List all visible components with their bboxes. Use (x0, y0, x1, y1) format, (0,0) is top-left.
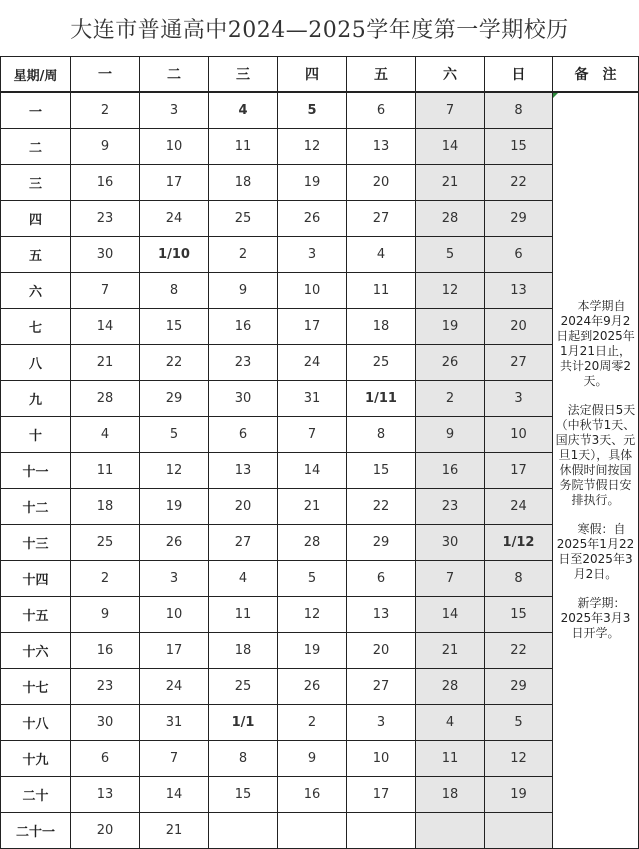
date-cell: 12 (278, 596, 347, 632)
date-cell: 10 (347, 740, 416, 776)
date-cell: 7 (278, 416, 347, 452)
date-cell: 7 (416, 92, 485, 128)
date-cell: 27 (485, 344, 553, 380)
header-day-wed: 三 (209, 57, 278, 93)
date-cell: 1/11 (347, 380, 416, 416)
date-cell: 11 (209, 596, 278, 632)
table-row (1, 776, 639, 812)
date-cell: 3 (347, 704, 416, 740)
date-cell: 26 (140, 524, 209, 560)
week-number: 十五 (1, 596, 71, 632)
date-cell: 18 (209, 632, 278, 668)
date-cell: 6 (347, 560, 416, 596)
date-cell: 16 (71, 632, 140, 668)
date-cell: 4 (71, 416, 140, 452)
date-cell: 21 (71, 344, 140, 380)
note-paragraph: 本学期自2024年9月2日起到2025年1月21日止，共计20周零2天。 (556, 299, 635, 389)
date-cell: 28 (416, 668, 485, 704)
date-cell: 17 (278, 308, 347, 344)
date-cell: 27 (209, 524, 278, 560)
date-cell: 9 (209, 272, 278, 308)
date-cell (485, 812, 553, 848)
date-cell: 18 (416, 776, 485, 812)
header-day-sat: 六 (416, 57, 485, 93)
date-cell: 9 (71, 128, 140, 164)
date-cell: 8 (485, 560, 553, 596)
date-cell: 15 (140, 308, 209, 344)
date-cell: 15 (485, 596, 553, 632)
week-number: 十 (1, 416, 71, 452)
date-cell: 22 (140, 344, 209, 380)
table-row (1, 596, 639, 632)
date-cell: 17 (485, 452, 553, 488)
date-cell: 8 (485, 92, 553, 128)
date-cell: 21 (140, 812, 209, 848)
date-cell: 6 (485, 236, 553, 272)
table-row (1, 200, 639, 236)
table-row (1, 344, 639, 380)
week-number: 二十一 (1, 812, 71, 848)
date-cell: 26 (278, 200, 347, 236)
date-cell: 28 (71, 380, 140, 416)
date-cell: 10 (485, 416, 553, 452)
week-number: 二十 (1, 776, 71, 812)
date-cell: 3 (140, 92, 209, 128)
date-cell: 20 (347, 632, 416, 668)
table-row (1, 416, 639, 452)
date-cell: 21 (278, 488, 347, 524)
date-cell: 2 (278, 704, 347, 740)
date-cell: 20 (347, 164, 416, 200)
date-cell: 10 (278, 272, 347, 308)
date-cell: 28 (278, 524, 347, 560)
date-cell: 16 (278, 776, 347, 812)
date-cell: 11 (71, 452, 140, 488)
date-cell: 10 (140, 596, 209, 632)
date-cell: 19 (140, 488, 209, 524)
date-cell: 7 (140, 740, 209, 776)
date-cell: 30 (71, 704, 140, 740)
note-paragraph: 寒假：自2025年1月22日至2025年3月2日。 (556, 522, 635, 582)
date-cell: 10 (140, 128, 209, 164)
date-cell (278, 812, 347, 848)
date-cell: 30 (71, 236, 140, 272)
date-cell: 8 (347, 416, 416, 452)
date-cell: 29 (485, 668, 553, 704)
date-cell: 15 (485, 128, 553, 164)
date-cell: 5 (278, 560, 347, 596)
table-row (1, 92, 639, 128)
date-cell: 17 (347, 776, 416, 812)
notes-cell (553, 92, 639, 848)
date-cell: 3 (278, 236, 347, 272)
header-day-fri: 五 (347, 57, 416, 93)
table-row (1, 164, 639, 200)
header-notes: 备 注 (553, 57, 639, 93)
date-cell: 9 (278, 740, 347, 776)
date-cell: 18 (71, 488, 140, 524)
date-cell: 14 (140, 776, 209, 812)
table-row (1, 380, 639, 416)
date-cell: 21 (416, 632, 485, 668)
date-cell: 6 (71, 740, 140, 776)
date-cell: 5 (278, 92, 347, 128)
date-cell: 7 (71, 272, 140, 308)
date-cell: 11 (347, 272, 416, 308)
date-cell: 7 (416, 560, 485, 596)
date-cell: 14 (71, 308, 140, 344)
week-number: 九 (1, 380, 71, 416)
table-row (1, 704, 639, 740)
table-row (1, 308, 639, 344)
date-cell: 25 (209, 668, 278, 704)
date-cell: 24 (140, 200, 209, 236)
date-cell: 27 (347, 668, 416, 704)
date-cell: 15 (209, 776, 278, 812)
date-cell: 3 (485, 380, 553, 416)
date-cell: 9 (416, 416, 485, 452)
date-cell: 16 (209, 308, 278, 344)
calendar-title: 大连市普通高中2024—2025学年度第一学期校历 (70, 17, 569, 43)
header-row (1, 57, 639, 93)
date-cell: 6 (209, 416, 278, 452)
date-cell: 17 (140, 632, 209, 668)
week-number: 十二 (1, 488, 71, 524)
table-row (1, 272, 639, 308)
date-cell: 13 (347, 128, 416, 164)
week-number: 十一 (1, 452, 71, 488)
week-number: 五 (1, 236, 71, 272)
week-number: 十三 (1, 524, 71, 560)
date-cell: 13 (485, 272, 553, 308)
date-cell: 24 (278, 344, 347, 380)
date-cell: 11 (209, 128, 278, 164)
date-cell: 5 (416, 236, 485, 272)
table-row (1, 632, 639, 668)
week-number: 七 (1, 308, 71, 344)
date-cell: 30 (416, 524, 485, 560)
date-cell: 16 (416, 452, 485, 488)
date-cell: 2 (71, 560, 140, 596)
date-cell: 20 (71, 812, 140, 848)
date-cell: 19 (278, 164, 347, 200)
date-cell: 17 (140, 164, 209, 200)
date-cell: 25 (347, 344, 416, 380)
date-cell: 3 (140, 560, 209, 596)
date-cell: 18 (347, 308, 416, 344)
date-cell: 8 (140, 272, 209, 308)
school-calendar-table (0, 56, 639, 849)
date-cell: 29 (347, 524, 416, 560)
date-cell: 15 (347, 452, 416, 488)
date-cell: 23 (209, 344, 278, 380)
date-cell: 26 (416, 344, 485, 380)
date-cell: 18 (209, 164, 278, 200)
date-cell: 22 (485, 164, 553, 200)
date-cell: 20 (485, 308, 553, 344)
date-cell: 16 (71, 164, 140, 200)
table-row (1, 812, 639, 848)
week-number: 十七 (1, 668, 71, 704)
date-cell: 12 (485, 740, 553, 776)
note-paragraph: 新学期：2025年3月3日开学。 (560, 596, 631, 641)
date-cell: 13 (347, 596, 416, 632)
note-paragraph: 法定假日5天（中秋节1天、国庆节3天、元旦1天），具体休假时间按国务院节假日安排执行。 (555, 403, 636, 508)
date-cell: 14 (416, 128, 485, 164)
date-cell: 22 (347, 488, 416, 524)
date-cell: 4 (416, 704, 485, 740)
date-cell: 2 (209, 236, 278, 272)
week-number: 八 (1, 344, 71, 380)
date-cell: 29 (140, 380, 209, 416)
week-number: 一 (1, 92, 71, 128)
date-cell (416, 812, 485, 848)
date-cell: 21 (416, 164, 485, 200)
date-cell: 9 (71, 596, 140, 632)
table-row (1, 668, 639, 704)
header-week-label: 星期/周 (1, 57, 71, 93)
date-cell: 4 (209, 560, 278, 596)
header-day-thu: 四 (278, 57, 347, 93)
header-day-tue: 二 (140, 57, 209, 93)
week-number: 六 (1, 272, 71, 308)
week-number: 三 (1, 164, 71, 200)
date-cell: 23 (71, 200, 140, 236)
date-cell: 12 (416, 272, 485, 308)
date-cell: 25 (209, 200, 278, 236)
date-cell: 30 (209, 380, 278, 416)
date-cell: 29 (485, 200, 553, 236)
date-cell: 2 (416, 380, 485, 416)
table-row (1, 452, 639, 488)
date-cell: 19 (485, 776, 553, 812)
date-cell: 19 (278, 632, 347, 668)
week-number: 四 (1, 200, 71, 236)
date-cell: 11 (416, 740, 485, 776)
week-number: 十四 (1, 560, 71, 596)
date-cell: 23 (416, 488, 485, 524)
table-row (1, 560, 639, 596)
date-cell: 24 (140, 668, 209, 704)
date-cell: 13 (71, 776, 140, 812)
week-number: 十九 (1, 740, 71, 776)
date-cell: 4 (347, 236, 416, 272)
date-cell: 5 (485, 704, 553, 740)
week-number: 十六 (1, 632, 71, 668)
date-cell (347, 812, 416, 848)
date-cell: 19 (416, 308, 485, 344)
date-cell: 27 (347, 200, 416, 236)
header-day-mon: 一 (71, 57, 140, 93)
date-cell: 14 (278, 452, 347, 488)
table-row (1, 236, 639, 272)
date-cell: 28 (416, 200, 485, 236)
date-cell: 2 (71, 92, 140, 128)
table-row (1, 488, 639, 524)
date-cell (209, 812, 278, 848)
date-cell: 1/12 (485, 524, 553, 560)
date-cell: 8 (209, 740, 278, 776)
date-cell: 1/1 (209, 704, 278, 740)
week-number: 二 (1, 128, 71, 164)
date-cell: 4 (209, 92, 278, 128)
date-cell: 23 (71, 668, 140, 704)
header-day-sun: 日 (485, 57, 553, 93)
date-cell: 5 (140, 416, 209, 452)
date-cell: 25 (71, 524, 140, 560)
date-cell: 31 (278, 380, 347, 416)
date-cell: 1/10 (140, 236, 209, 272)
date-cell: 6 (347, 92, 416, 128)
table-row (1, 740, 639, 776)
cell-comment-marker (553, 93, 558, 98)
date-cell: 31 (140, 704, 209, 740)
date-cell: 20 (209, 488, 278, 524)
week-number: 十八 (1, 704, 71, 740)
date-cell: 26 (278, 668, 347, 704)
table-row (1, 128, 639, 164)
date-cell: 22 (485, 632, 553, 668)
table-row (1, 524, 639, 560)
date-cell: 13 (209, 452, 278, 488)
date-cell: 12 (278, 128, 347, 164)
date-cell: 12 (140, 452, 209, 488)
date-cell: 24 (485, 488, 553, 524)
date-cell: 14 (416, 596, 485, 632)
